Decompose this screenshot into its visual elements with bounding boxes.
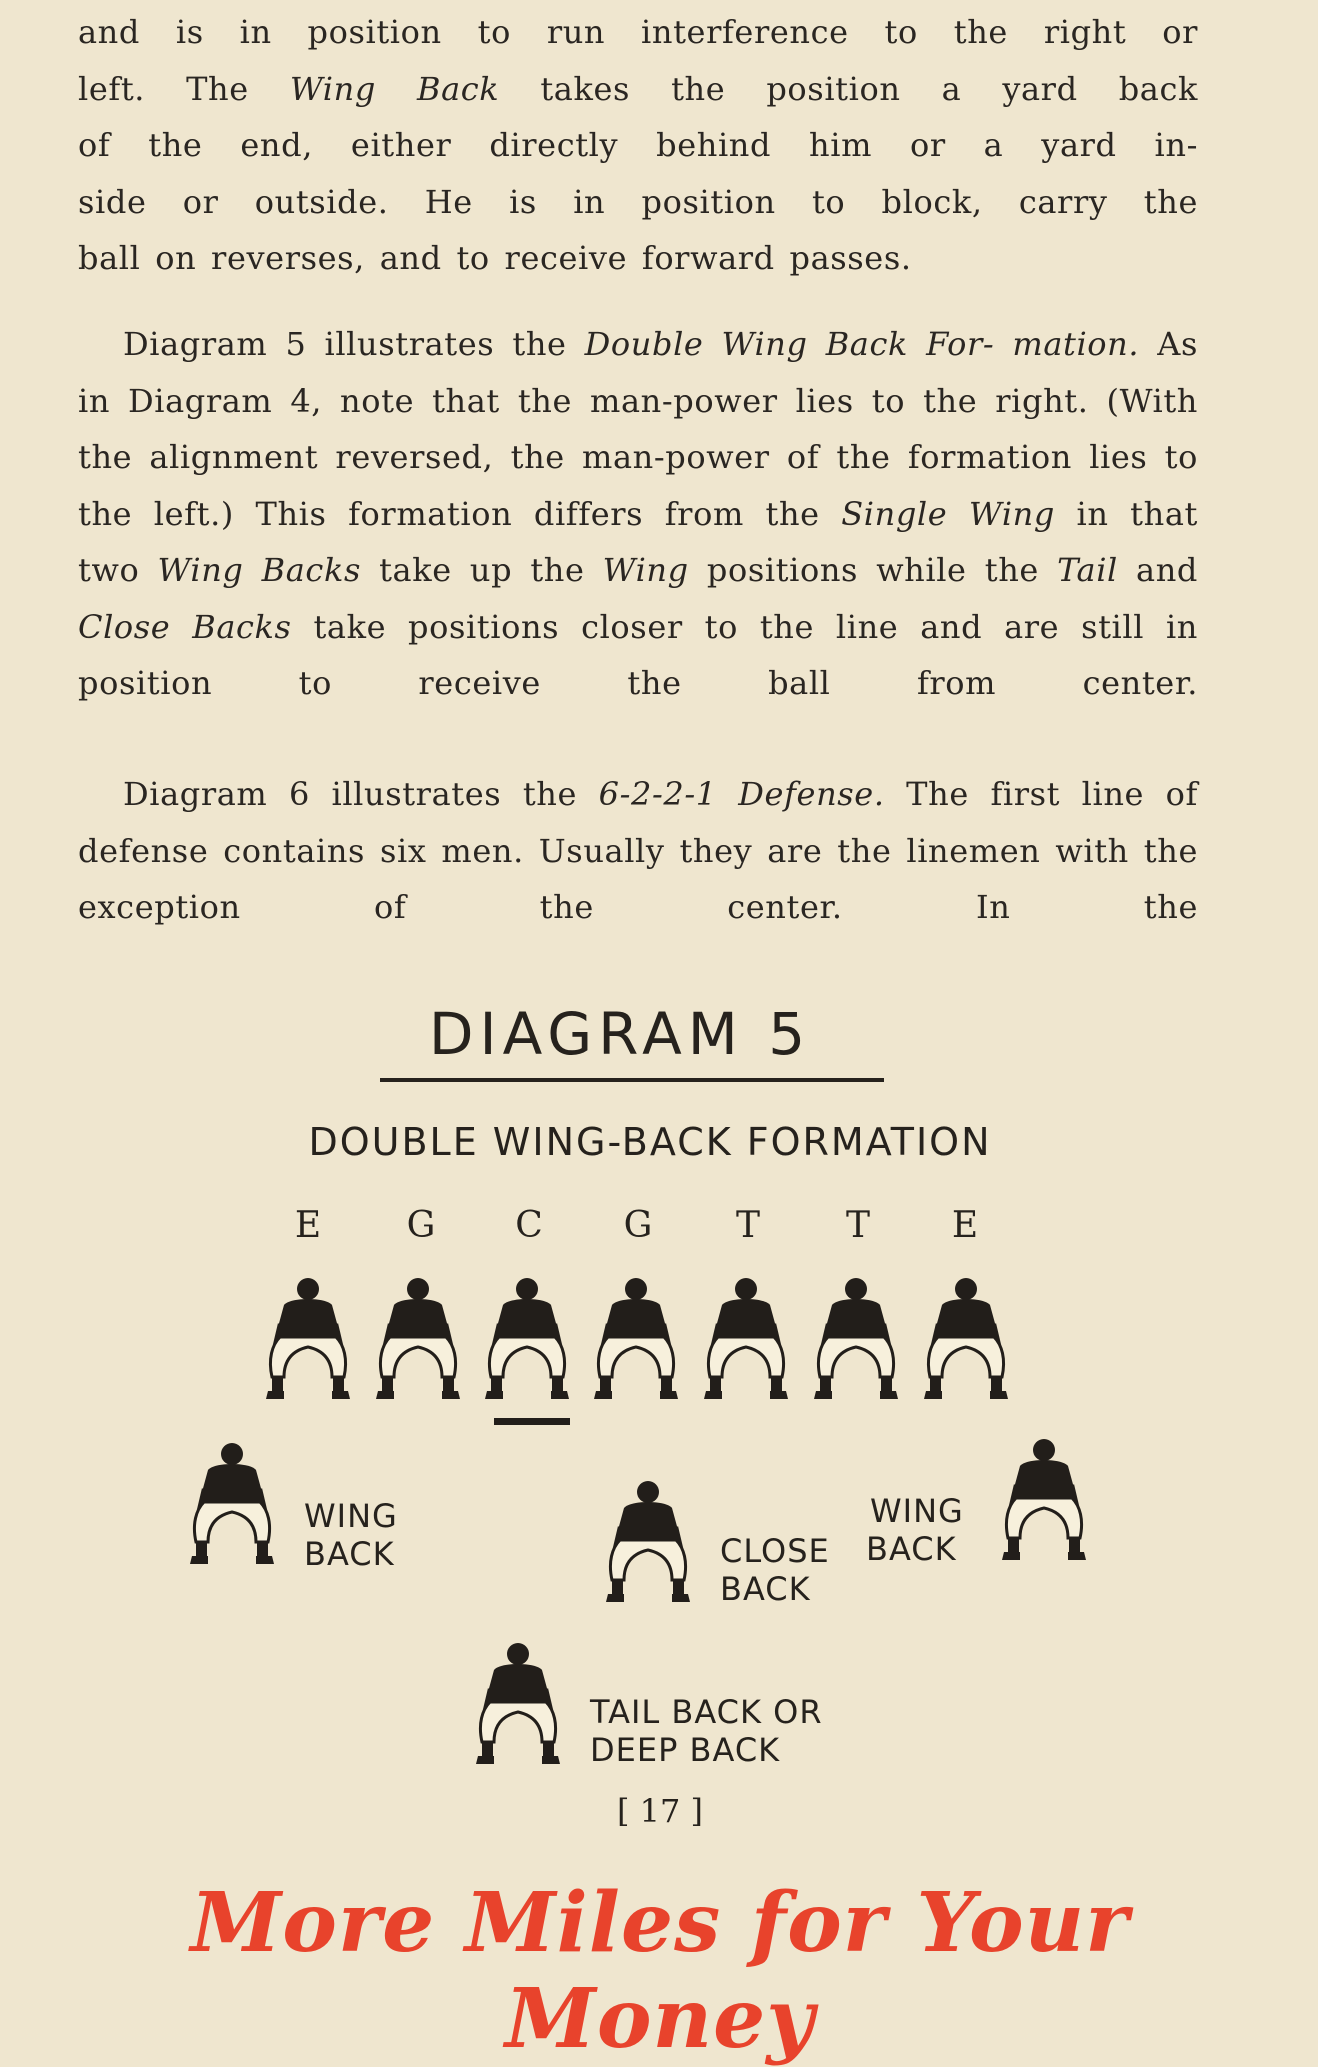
label-tail-back xyxy=(590,1693,823,1769)
advertising-slogan: More Miles for Your Money xyxy=(190,1875,1130,2067)
line-letter-right-tackle-2: T xyxy=(845,1205,870,1246)
label-left-wing-back-line-2: BACK xyxy=(304,1535,395,1573)
para1-line-4: side or outside. He is in position to block, carry the xyxy=(78,182,1198,221)
para2-k: and xyxy=(1117,551,1198,589)
line-letter-left-guard: G xyxy=(406,1205,436,1246)
player-figure-close-back xyxy=(602,1478,694,1608)
para2-g: take up the xyxy=(360,551,603,589)
paragraph-3 xyxy=(78,766,1198,936)
paragraph-2 xyxy=(78,316,1198,712)
player-figure-right-guard xyxy=(590,1275,682,1405)
para2-term-double-wing: Double Wing Back For- mation. xyxy=(584,325,1140,363)
para1-line-2 xyxy=(78,61,1198,118)
para2-a: Diagram 5 illustrates the xyxy=(123,325,585,363)
player-figure-left-guard xyxy=(372,1275,464,1405)
title-underline xyxy=(380,1078,884,1082)
para2-i: positions while the xyxy=(688,551,1058,589)
para2-c: As in Diagram 4, note that the man-power lies to the right. (With the alignment reversed, the man-power of the formation lies to the left.) This formation differs from the xyxy=(78,325,1198,533)
label-right-wing-back-line-2: BACK xyxy=(866,1530,957,1568)
para3-c: The first line of defense contains six men. Usually they are the linemen with the exception of the center. In the xyxy=(78,775,1198,926)
para2-term-wing: Wing xyxy=(602,551,689,589)
para1-term-wing-back: Wing Back xyxy=(289,69,500,108)
para2-term-wing-backs: Wing Backs xyxy=(157,551,361,589)
label-left-wing-back xyxy=(304,1497,398,1573)
label-tail-back-line-1: TAIL BACK OR xyxy=(590,1693,823,1731)
player-figure-right-tackle-2 xyxy=(810,1275,902,1405)
player-figure-left-wing-back xyxy=(186,1440,278,1570)
line-letter-right-end: E xyxy=(951,1205,979,1246)
page-number: [ 17 ] xyxy=(616,1792,704,1830)
label-tail-back-line-2: DEEP BACK xyxy=(590,1731,781,1769)
label-close-back xyxy=(720,1532,830,1608)
para1-line-1: and is in position to run interference to the right or xyxy=(78,13,1198,51)
line-letter-left-end: E xyxy=(294,1205,322,1246)
player-figure-tail-back xyxy=(472,1640,564,1770)
diagram-subtitle: DOUBLE WING-BACK FORMATION xyxy=(308,1120,992,1164)
label-right-wing-back-line-1: WING xyxy=(870,1492,964,1530)
para1-line-5: ball on reverses, and to receive forward passes. xyxy=(78,239,912,277)
ball-position-mark xyxy=(494,1418,570,1425)
line-letter-center: C xyxy=(515,1205,543,1246)
paragraph-1 xyxy=(78,4,1198,287)
label-close-back-line-1: CLOSE xyxy=(720,1532,830,1570)
line-letter-right-tackle-1: T xyxy=(735,1205,760,1246)
para1-line-3: of the end, either directly behind him or a yard in- xyxy=(78,126,1198,164)
para2-term-close-backs: Close Backs xyxy=(78,607,292,646)
player-figure-right-end xyxy=(920,1275,1012,1405)
diagram-title: DIAGRAM 5 xyxy=(428,1000,812,1068)
label-right-wing-back xyxy=(866,1492,964,1568)
para3-term-defense: 6-2-2-1 Defense. xyxy=(598,775,885,813)
para2-term-single-wing: Single Wing xyxy=(841,494,1055,533)
para1-line-2c: takes the position a yard back xyxy=(499,69,1198,108)
label-close-back-line-2: BACK xyxy=(720,1570,811,1608)
para3-a: Diagram 6 illustrates the xyxy=(123,775,599,813)
para2-m: take positions closer to the line and are still in position to receive the ball from center. xyxy=(78,607,1198,702)
para2-e: in that two xyxy=(78,494,1198,589)
player-figure-right-tackle-1 xyxy=(700,1275,792,1405)
line-letter-right-guard: G xyxy=(623,1205,653,1246)
player-figure-right-wing-back xyxy=(998,1436,1090,1566)
para2-term-tail: Tail xyxy=(1057,551,1118,589)
label-left-wing-back-line-1: WING xyxy=(304,1497,398,1535)
para1-line-2a: left. The xyxy=(78,69,290,108)
player-figure-center xyxy=(481,1275,573,1405)
player-figure-left-end xyxy=(262,1275,354,1405)
